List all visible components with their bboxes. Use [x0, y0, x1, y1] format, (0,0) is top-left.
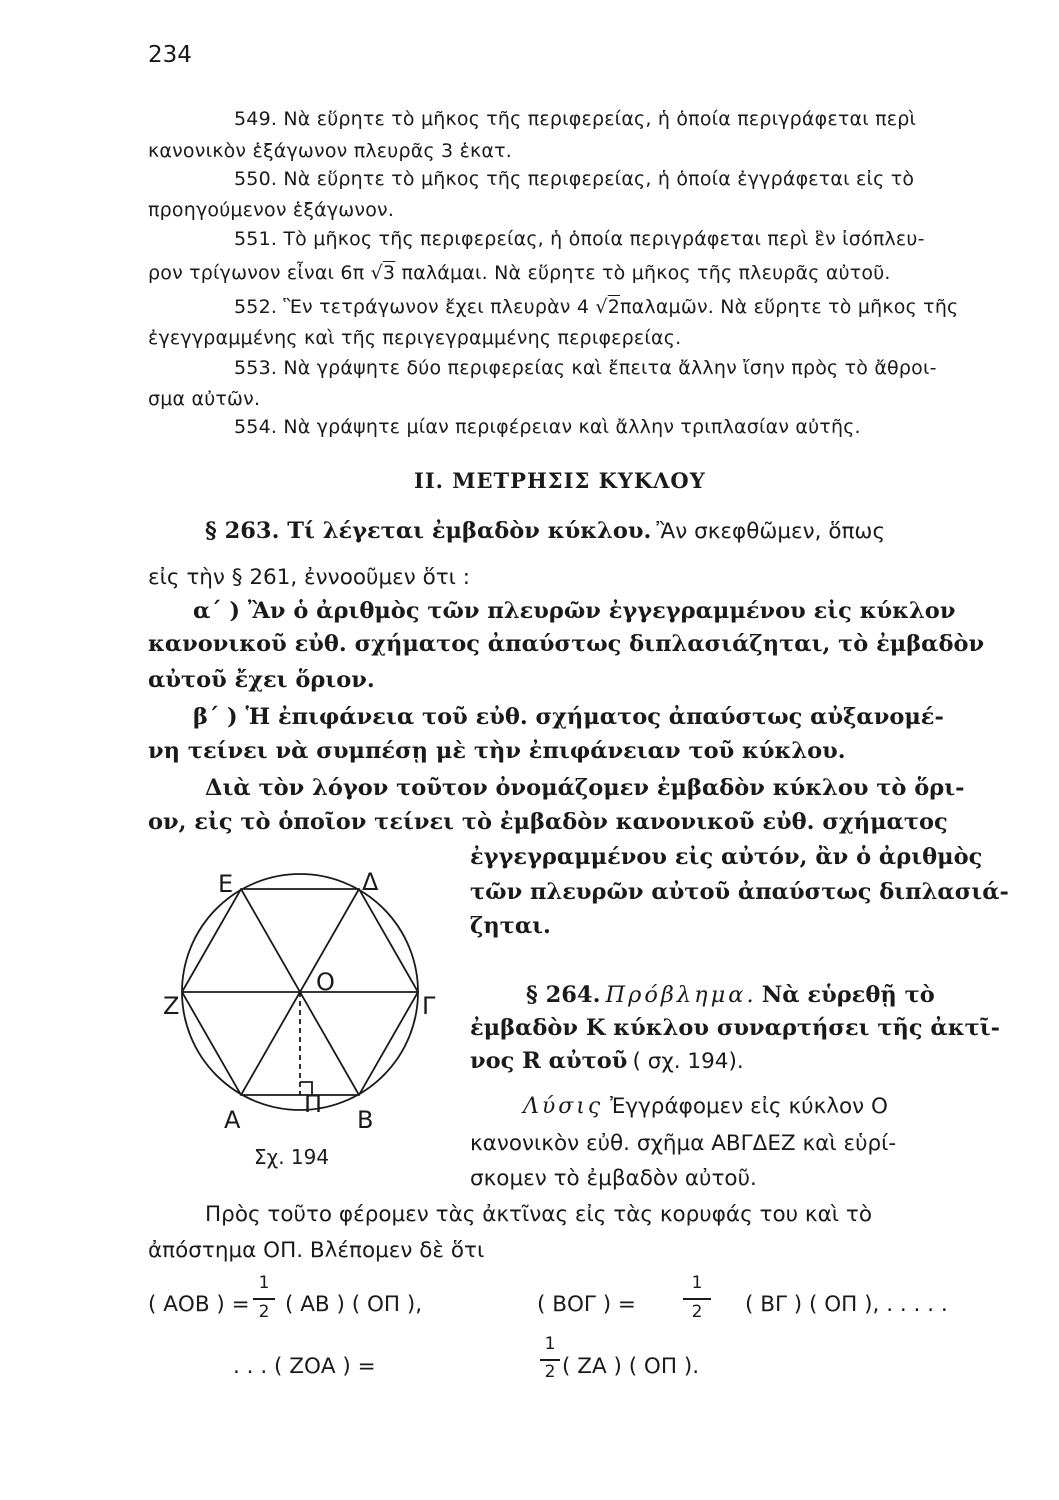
page-number: 234	[148, 42, 192, 68]
formula-aob-right: ( ΑΒ ) ( ΟΠ ),	[285, 1292, 423, 1317]
label-a: Α	[224, 1106, 241, 1134]
exercise-551-text-b: παλάμαι. Νὰ εὕρητε τὸ μῆκος τῆς πλευρᾶς αὐτοῦ.	[401, 262, 891, 284]
s263-line1	[205, 518, 885, 544]
s263-line2: εἰς τὴν § 261, ἐννοοῦμεν ὅτι :	[148, 565, 471, 590]
label-g: Γ	[422, 992, 436, 1020]
s264-problem-label: Πρόβλημα.	[605, 982, 757, 1008]
s264-line6: σκομεν τὸ ἐμβαδὸν αὐτοῦ.	[470, 1166, 757, 1191]
section-heading: II. ΜΕΤΡΗΣΙΣ ΚΥΚΛΟΥ	[414, 468, 706, 493]
s264-problem-title: Νὰ εὑρεθῇ τὸ	[761, 982, 935, 1008]
s263-alpha-line3: αὐτοῦ ἔχει ὅριον.	[148, 667, 375, 693]
s264-solution-line	[523, 1094, 888, 1119]
s264-line1	[526, 982, 935, 1008]
s264-line2: ἐμβαδὸν K κύκλου συναρτήσει τῆς ἀκτῖ-	[470, 1015, 1000, 1041]
exercise-551-text-a: ρον τρίγωνον εἶναι 6π	[148, 262, 365, 284]
exercise-553-line2: σμα αὐτῶν.	[148, 388, 261, 410]
figure-caption: Σχ. 194	[254, 1145, 330, 1169]
s263-alpha-line2: κανονικοῦ εὐθ. σχήματος ἀπαύστως διπλασιάζηται, τὸ ἐμβαδὸν	[148, 631, 985, 657]
formula-aob-frac-num: 1	[258, 1273, 270, 1293]
s263-definition-line2: ον, εἰς τὸ ὁποῖον τείνει τὸ ἐμβαδὸν κανονικοῦ εὐθ. σχήματος	[148, 809, 948, 835]
s264-radius-text: νος R αὐτοῦ	[470, 1048, 628, 1074]
label-z: Ζ	[163, 992, 180, 1020]
s264-line7: Πρὸς τοῦτο φέρομεν τὰς ἀκτῖνας εἰς τὰς κορυφάς του καὶ τὸ	[205, 1202, 872, 1227]
s264-number: § 264.	[526, 982, 601, 1008]
s263-alpha-line1: α΄ ) Ἂν ὁ ἀριθμὸς τῶν πλευρῶν ἐγγεγραμμένου εἰς κύκλον	[193, 598, 956, 624]
s264-line8: ἀπόστημα ΟΠ. Βλέπομεν δὲ ὅτι	[148, 1238, 485, 1263]
formula-bog-frac-num: 1	[691, 1273, 703, 1293]
s263-definition-line3: ἐγγεγραμμένου εἰς αὐτόν, ἂν ὁ ἀριθμὸς	[470, 844, 983, 870]
s263-intro: Ἂν σκεφθῶμεν, ὅπως	[656, 519, 886, 544]
s263-definition-line5: ζηται.	[470, 913, 551, 939]
fraction-bar	[683, 1298, 711, 1300]
s263-title: § 263. Τί λέγεται ἐμβαδὸν κύκλου.	[205, 518, 652, 544]
s263-definition-line4: τῶν πλευρῶν αὐτοῦ ἀπαύστως διπλασιά-	[470, 879, 1009, 905]
formula-zoa-left: . . . ( ΖΟΑ ) =	[233, 1354, 376, 1379]
formula-bog-right: ( ΒΓ ) ( ΟΠ ), . . . . .	[745, 1292, 948, 1317]
exercise-552-line2: ἐγεγγραμμένης καὶ τῆς περιγεγραμμένης περιφερείας.	[148, 327, 682, 349]
formula-zoa-frac-den: 2	[544, 1362, 556, 1382]
exercise-552-line1	[234, 296, 958, 318]
label-b: Β	[357, 1106, 374, 1134]
exercise-550-line1: 550. Νὰ εὕρητε τὸ μῆκος τῆς περιφερείας, ἡ ὁποία ἐγγράφεται εἰς τὸ	[234, 168, 915, 190]
exercise-551-radicand: 3	[382, 262, 396, 284]
exercise-550-line2: προηγούμενον ἑξάγωνον.	[148, 199, 395, 221]
formula-bog-left: ( ΒΟΓ ) =	[537, 1292, 636, 1317]
formula-bog-frac-den: 2	[691, 1302, 703, 1322]
fraction-bar	[540, 1359, 560, 1361]
s264-line5: κανονικὸν εὐθ. σχῆμα ΑΒΓΔΕΖ καὶ εὑρί-	[470, 1131, 897, 1156]
s264-figure-ref: ( σχ. 194).	[632, 1049, 744, 1074]
s263-beta-line1: β΄ ) Ἡ ἐπιφάνεια τοῦ εὐθ. σχήματος ἀπαύστως αὐξανομέ-	[193, 704, 944, 730]
label-e: Ε	[218, 870, 234, 898]
s263-beta-line2: νη τείνει νὰ συμπέσῃ μὲ τὴν ἐπιφάνειαν τοῦ κύκλου.	[148, 738, 846, 764]
exercise-549-line2: κανονικὸν ἑξάγωνον πλευρᾶς 3 ἑκατ.	[148, 140, 513, 162]
exercise-549-line1: 549. Νὰ εὕρητε τὸ μῆκος τῆς περιφερείας, ἡ ὁποία περιγράφεται περὶ	[234, 108, 917, 130]
fraction-bar	[253, 1298, 275, 1300]
exercise-552-radicand: 2	[607, 296, 621, 318]
formula-zoa-frac-num: 1	[544, 1334, 556, 1354]
exercise-553-line1: 553. Νὰ γράψητε δύο περιφερείας καὶ ἔπειτα ἄλλην ἴσην πρὸς τὸ ἄθροι-	[234, 357, 937, 379]
sqrt-icon: √	[595, 296, 608, 318]
s264-solution-label: Λύσις	[523, 1094, 604, 1119]
exercise-552-text-a: 552. Ἓν τετράγωνον ἔχει πλευρὰν 4	[234, 296, 590, 318]
exercise-551-line1: 551. Τὸ μῆκος τῆς περιφερείας, ἡ ὁποία περιγράφεται περὶ ἓν ἰσόπλευ-	[234, 228, 925, 250]
exercise-554-line1: 554. Νὰ γράψητε μίαν περιφέρειαν καὶ ἄλλην τριπλασίαν αὐτῆς.	[234, 416, 861, 438]
formula-aob-left: ( ΑΟΒ ) =	[148, 1292, 250, 1317]
s264-line3	[470, 1048, 744, 1074]
exercise-552-text-b: παλαμῶν. Νὰ εὕρητε τὸ μῆκος τῆς	[620, 296, 959, 318]
formula-aob-frac-den: 2	[258, 1302, 270, 1322]
exercise-551-line2	[148, 262, 891, 284]
label-p: Π	[304, 1090, 323, 1118]
s264-solution-text: Ἐγγράφομεν εἰς κύκλον Ο	[610, 1094, 888, 1119]
sqrt-icon: √	[370, 262, 383, 284]
label-d: Δ	[362, 868, 379, 896]
formula-zoa-right: ( ΖΑ ) ( ΟΠ ).	[562, 1354, 700, 1379]
label-o: Ο	[316, 968, 335, 996]
s263-definition-line1: Διὰ τὸν λόγον τοῦτον ὀνομάζομεν ἐμβαδὸν κύκλου τὸ ὅρι-	[205, 775, 965, 801]
figure-194	[150, 862, 450, 1182]
